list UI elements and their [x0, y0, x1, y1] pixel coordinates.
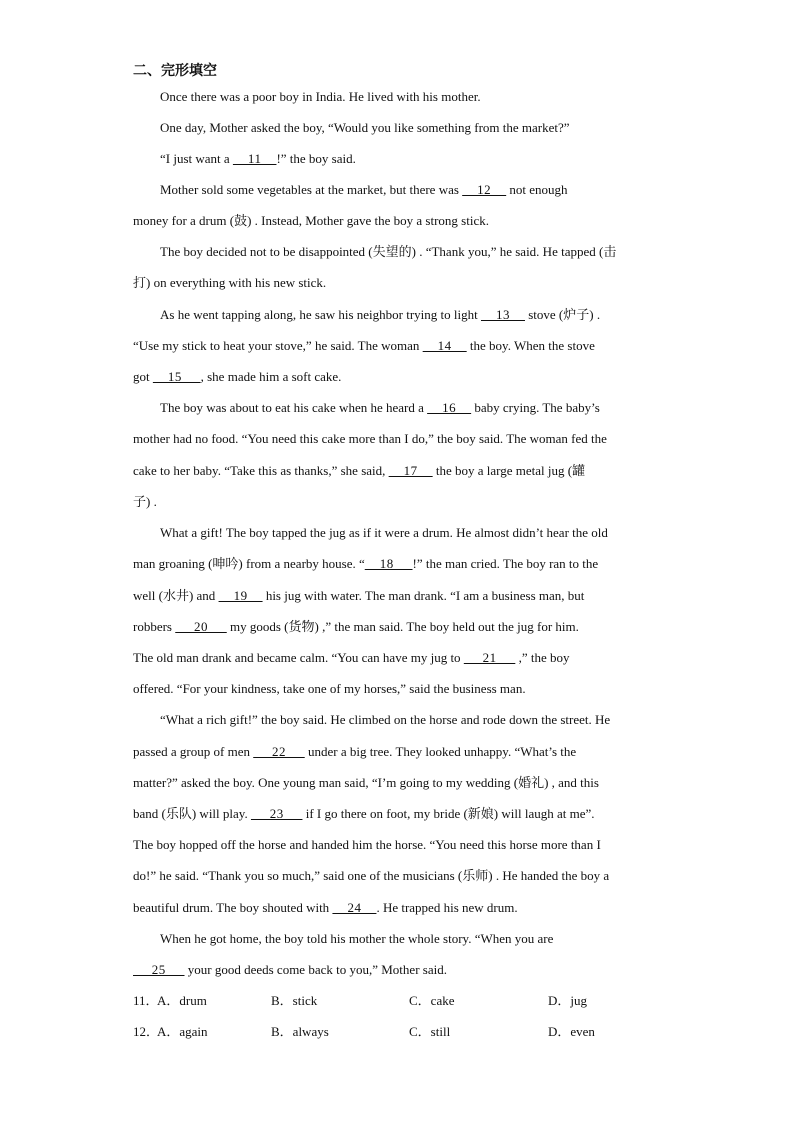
option-b[interactable]: B．always	[271, 1024, 329, 1039]
option-d[interactable]: D．jug	[548, 993, 588, 1008]
passage-line: What a gift! The boy tapped the jug as if it were a drum. He almost didn’t hear the old	[160, 525, 608, 540]
section-title: 二、完形填空	[133, 63, 217, 79]
option-d[interactable]: D．even	[548, 1024, 595, 1039]
passage-line: robbers 20 my goods (货物) ,” the man said. The boy held out the jug for him.	[133, 619, 579, 634]
blank-23: 23	[250, 806, 303, 821]
option-b[interactable]: B．stick	[271, 993, 318, 1008]
passage-line: As he went tapping along, he saw his neighbor trying to light 13 stove (炉子) .	[160, 307, 601, 322]
passage-line: cake to her baby. “Take this as thanks,” she said, 17 the boy a large metal jug (罐	[133, 463, 586, 478]
passage-line: beautiful drum. The boy shouted with 24 . He trapped his new drum.	[133, 900, 518, 915]
passage-line: got 15 , she made him a soft cake.	[133, 369, 342, 384]
passage-line: mother had no food. “You need this cake more than I do,” the boy said. The woman fed the	[133, 431, 607, 446]
passage-line: man groaning (呻吟) from a nearby house. “ 18 !” the man cried. The boy ran to the	[133, 556, 599, 571]
passage-line: do!” he said. “Thank you so much,” said one of the musicians (乐师) . He handed the boy a	[133, 868, 610, 883]
blank-16: 16	[427, 400, 472, 415]
passage-line: passed a group of men 22 under a big tree. They looked unhappy. “What’s the	[133, 744, 577, 759]
passage-line: money for a drum (鼓) . Instead, Mother gave the boy a strong stick.	[133, 213, 489, 228]
passage-line: well (水井) and 19 his jug with water. The man drank. “I am a business man, but	[133, 588, 585, 603]
question-number: 11．	[133, 993, 159, 1008]
passage-line: The boy hopped off the horse and handed him the horse. “You need this horse more than I	[133, 837, 601, 852]
blank-11: 11	[232, 151, 277, 166]
passage-line: One day, Mother asked the boy, “Would you like something from the market?”	[160, 120, 570, 135]
passage-line: Once there was a poor boy in India. He lived with his mother.	[160, 89, 481, 104]
passage-line: Mother sold some vegetables at the market, but there was 12 not enough	[160, 182, 568, 197]
passage-line: The boy was about to eat his cake when he heard a 16 baby crying. The baby’s	[160, 400, 600, 415]
passage-line: The boy decided not to be disappointed (失望的) . “Thank you,” he said. He tapped (击	[160, 244, 617, 259]
passage-line: matter?” asked the boy. One young man said, “I’m going to my wedding (婚礼) , and this	[133, 775, 599, 790]
blank-13: 13	[480, 307, 525, 322]
blank-20: 20	[175, 619, 227, 634]
blank-19: 19	[218, 588, 263, 603]
blank-12: 12	[462, 182, 507, 197]
blank-24: 24	[332, 900, 377, 915]
passage-line: “Use my stick to heat your stove,” he said. The woman 14 the boy. When the stove	[133, 338, 595, 353]
option-a[interactable]: A．again	[157, 1024, 208, 1039]
blank-22: 22	[253, 744, 305, 759]
blank-14: 14	[422, 338, 467, 353]
passage-line: 打) on everything with his new stick.	[133, 275, 327, 290]
blank-18: 18	[364, 556, 413, 571]
question-number: 12．	[133, 1024, 160, 1039]
passage-line: “I just want a 11 !” the boy said.	[160, 151, 356, 166]
passage-line: 子) .	[133, 494, 157, 509]
passage-line: When he got home, the boy told his mother the whole story. “When you are	[160, 931, 554, 946]
blank-17: 17	[388, 463, 433, 478]
passage-line: 25 your good deeds come back to you,” Mother said.	[133, 962, 447, 977]
passage-line: The old man drank and became calm. “You can have my jug to 21 ,” the boy	[133, 650, 570, 665]
blank-15: 15	[152, 369, 201, 384]
passage-line: band (乐队) will play. 23 if I go there on foot, my bride (新娘) will laugh at me”.	[133, 806, 595, 821]
option-a[interactable]: A．drum	[157, 993, 207, 1008]
blank-21: 21	[463, 650, 516, 665]
passage-line: “What a rich gift!” the boy said. He climbed on the horse and rode down the street. He	[160, 712, 611, 727]
blank-25: 25	[133, 962, 185, 977]
passage-line: offered. “For your kindness, take one of my horses,” said the business man.	[133, 681, 526, 696]
option-c[interactable]: C．still	[409, 1024, 451, 1039]
option-c[interactable]: C．cake	[409, 993, 455, 1008]
